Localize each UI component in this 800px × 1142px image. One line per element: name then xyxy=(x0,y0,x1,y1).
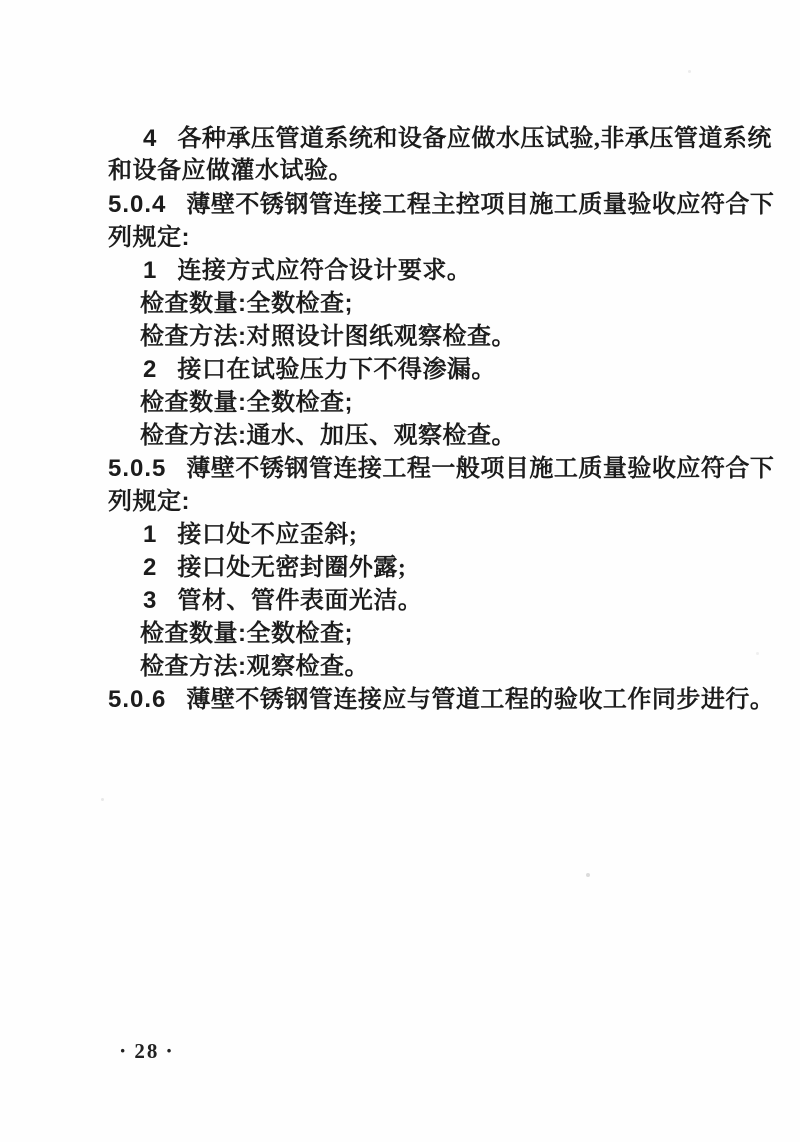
check-text: 检查数量:全数检查; xyxy=(140,620,353,647)
item-number: 2 xyxy=(143,554,158,581)
item-number: 1 xyxy=(143,257,158,284)
clause-line xyxy=(108,452,775,485)
item-number: 1 xyxy=(143,521,158,548)
clause-text: 列规定: xyxy=(108,488,190,515)
item-line xyxy=(108,551,702,584)
item-text: 管材、管件表面光洁。 xyxy=(177,588,423,614)
item-line xyxy=(108,353,702,386)
item-line xyxy=(108,254,702,287)
item-text: 接口处不应歪斜; xyxy=(177,522,358,548)
text-block xyxy=(108,122,775,716)
page-number xyxy=(113,1038,181,1064)
item-line xyxy=(108,584,702,617)
clause-number: 5.0.5 xyxy=(108,455,167,482)
check-method-line xyxy=(108,320,702,353)
clause-continuation-line xyxy=(108,221,702,254)
item-number: 4 xyxy=(143,125,158,152)
clause-text: 薄壁不锈钢管连接工程主控项目施工质量验收应符合下 xyxy=(186,191,775,218)
item-text: 各种承压管道系统和设备应做水压试验,非承压管道系统 xyxy=(177,126,772,152)
scan-speck xyxy=(756,652,759,655)
clause-text: 薄壁不锈钢管连接应与管道工程的验收工作同步进行。 xyxy=(186,686,775,713)
scan-speck xyxy=(586,873,590,877)
footer-right-dot: · xyxy=(165,1038,175,1063)
item-continuation-line xyxy=(108,155,702,188)
check-text: 检查数量:全数检查; xyxy=(140,389,353,416)
check-quantity-line xyxy=(108,617,702,650)
scan-speck xyxy=(101,798,104,801)
item-number: 3 xyxy=(143,587,158,614)
item-text: 接口在试验压力下不得渗漏。 xyxy=(177,357,496,383)
item-line xyxy=(108,518,702,551)
item-text: 接口处无密封圈外露; xyxy=(177,555,407,581)
page-number-value: 28 xyxy=(134,1039,160,1063)
scan-speck xyxy=(688,70,691,73)
check-text: 检查方法:通水、加压、观察检查。 xyxy=(140,422,516,449)
item-text: 和设备应做灌水试验。 xyxy=(108,158,353,184)
clause-number: 5.0.4 xyxy=(108,191,167,218)
check-quantity-line xyxy=(108,287,702,320)
check-method-line xyxy=(108,650,702,683)
clause-number: 5.0.6 xyxy=(108,686,167,713)
item-number: 2 xyxy=(143,356,158,383)
clause-line xyxy=(108,683,775,716)
clause-text: 薄壁不锈钢管连接工程一般项目施工质量验收应符合下 xyxy=(186,455,775,482)
clause-continuation-line xyxy=(108,485,702,518)
check-text: 检查数量:全数检查; xyxy=(140,290,353,317)
check-method-line xyxy=(108,419,702,452)
clause-text: 列规定: xyxy=(108,224,190,251)
check-text: 检查方法:对照设计图纸观察检查。 xyxy=(140,323,516,350)
check-quantity-line xyxy=(108,386,702,419)
clause-line xyxy=(108,188,775,221)
item-text: 连接方式应符合设计要求。 xyxy=(177,258,472,284)
check-text: 检查方法:观察检查。 xyxy=(140,653,369,680)
item-line xyxy=(108,122,772,155)
footer-left-dot: · xyxy=(119,1038,129,1063)
